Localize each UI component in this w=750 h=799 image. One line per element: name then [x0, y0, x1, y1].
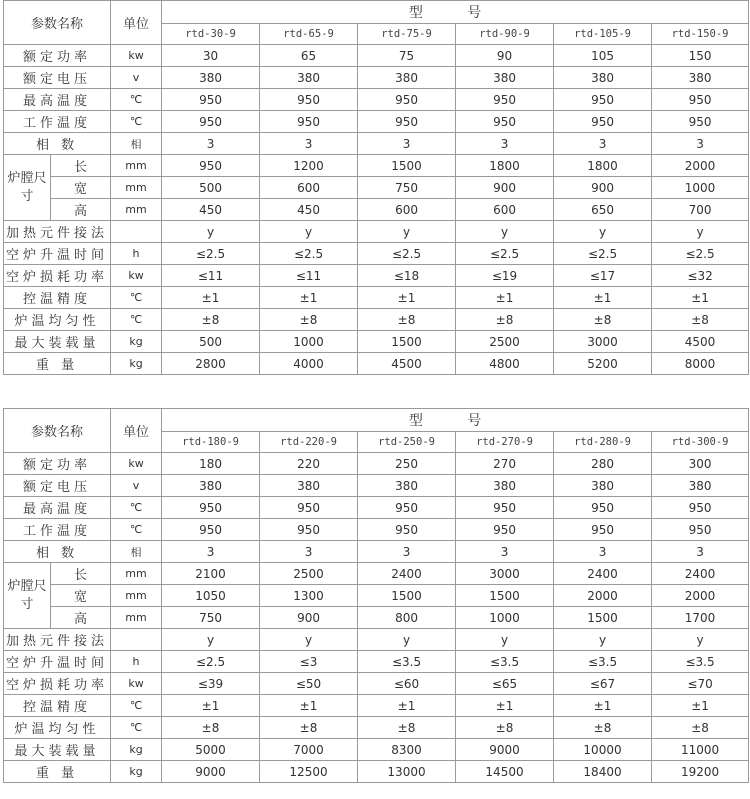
- param-value: 1000: [260, 331, 358, 353]
- param-label: 相 数: [4, 541, 111, 563]
- model-name: rtd-250-9: [358, 432, 456, 453]
- param-unit: [111, 221, 162, 243]
- param-value: ±1: [456, 287, 554, 309]
- model-name: rtd-220-9: [260, 432, 358, 453]
- param-unit: kg: [111, 739, 162, 761]
- param-label: 工作温度: [4, 519, 111, 541]
- param-value: ≤65: [456, 673, 554, 695]
- param-value: 750: [358, 177, 456, 199]
- param-value: 950: [162, 519, 260, 541]
- param-unit: ℃: [111, 519, 162, 541]
- param-value: 2000: [652, 585, 749, 607]
- param-value: ±1: [554, 287, 652, 309]
- param-value: 3: [260, 133, 358, 155]
- param-value: 30: [162, 45, 260, 67]
- param-value: 3: [554, 541, 652, 563]
- param-value: 950: [554, 497, 652, 519]
- param-value: ±8: [554, 309, 652, 331]
- param-unit: ℃: [111, 497, 162, 519]
- param-unit: kw: [111, 453, 162, 475]
- param-value: 5000: [162, 739, 260, 761]
- param-value: 1000: [652, 177, 749, 199]
- param-value: 150: [652, 45, 749, 67]
- param-value: ±8: [260, 309, 358, 331]
- param-label: 额定电压: [4, 475, 111, 497]
- param-value: 950: [162, 111, 260, 133]
- param-value: 2100: [162, 563, 260, 585]
- param-unit: mm: [111, 607, 162, 629]
- param-value: 950: [260, 89, 358, 111]
- param-value: y: [358, 221, 456, 243]
- param-value: 950: [260, 519, 358, 541]
- param-value: 4500: [652, 331, 749, 353]
- param-value: 380: [554, 67, 652, 89]
- param-label: 额定电压: [4, 67, 111, 89]
- param-value: ≤70: [652, 673, 749, 695]
- param-label: 炉温均匀性: [4, 717, 111, 739]
- param-value: 105: [554, 45, 652, 67]
- param-value: 4000: [260, 353, 358, 375]
- param-value: ±1: [652, 287, 749, 309]
- param-value: 10000: [554, 739, 652, 761]
- param-value: 380: [652, 475, 749, 497]
- param-value: 2000: [652, 155, 749, 177]
- param-row-phase: [4, 541, 749, 563]
- param-value: 380: [162, 67, 260, 89]
- param-unit: ℃: [111, 695, 162, 717]
- param-value: ±1: [456, 695, 554, 717]
- param-label: 相 数: [4, 133, 111, 155]
- param-row-max-load: [4, 739, 749, 761]
- param-row-width: [4, 585, 749, 607]
- header-row: [4, 1, 749, 24]
- param-unit: mm: [111, 177, 162, 199]
- param-label: 高: [51, 199, 111, 221]
- param-unit: ℃: [111, 717, 162, 739]
- param-value: 950: [358, 89, 456, 111]
- param-row-loss-power: [4, 673, 749, 695]
- param-value: ±8: [456, 717, 554, 739]
- param-value: 750: [162, 607, 260, 629]
- param-unit: mm: [111, 199, 162, 221]
- param-unit: ℃: [111, 111, 162, 133]
- param-value: ±8: [358, 309, 456, 331]
- param-row-temp-accuracy: [4, 287, 749, 309]
- param-row-length: [4, 563, 749, 585]
- param-value: ±1: [162, 287, 260, 309]
- param-row-heating-conn: [4, 221, 749, 243]
- param-row-uniformity: [4, 717, 749, 739]
- param-value: ≤50: [260, 673, 358, 695]
- param-unit: h: [111, 651, 162, 673]
- param-value: ±1: [554, 695, 652, 717]
- param-value: ±1: [652, 695, 749, 717]
- param-value: 1050: [162, 585, 260, 607]
- param-value: 950: [162, 89, 260, 111]
- param-value: ≤19: [456, 265, 554, 287]
- param-unit: kw: [111, 265, 162, 287]
- param-value: 2800: [162, 353, 260, 375]
- param-unit: v: [111, 475, 162, 497]
- param-unit: h: [111, 243, 162, 265]
- param-value: 3: [456, 133, 554, 155]
- param-value: 3: [652, 133, 749, 155]
- param-value: 1300: [260, 585, 358, 607]
- param-value: 950: [652, 89, 749, 111]
- param-value: ±8: [456, 309, 554, 331]
- param-unit: mm: [111, 585, 162, 607]
- param-label: 控温精度: [4, 695, 111, 717]
- param-value: ±8: [260, 717, 358, 739]
- param-value: 3000: [456, 563, 554, 585]
- param-value: ≤3: [260, 651, 358, 673]
- param-unit: v: [111, 67, 162, 89]
- param-value: 380: [652, 67, 749, 89]
- param-value: 7000: [260, 739, 358, 761]
- param-value: ±8: [162, 309, 260, 331]
- param-label: 长: [51, 155, 111, 177]
- param-value: ≤2.5: [358, 243, 456, 265]
- param-value: ±1: [358, 695, 456, 717]
- param-value: 950: [358, 519, 456, 541]
- param-value: 2400: [358, 563, 456, 585]
- param-value: 900: [260, 607, 358, 629]
- param-label: 最高温度: [4, 89, 111, 111]
- param-value: 950: [652, 497, 749, 519]
- param-value: ±8: [652, 717, 749, 739]
- param-value: 9000: [456, 739, 554, 761]
- param-value: ≤17: [554, 265, 652, 287]
- param-label: 宽: [51, 177, 111, 199]
- param-value: 2400: [652, 563, 749, 585]
- param-label: 宽: [51, 585, 111, 607]
- header-param-name: 参数名称: [4, 409, 111, 453]
- param-value: ≤3.5: [652, 651, 749, 673]
- param-row-heating-conn: [4, 629, 749, 651]
- param-value: ≤3.5: [358, 651, 456, 673]
- param-value: ≤2.5: [162, 243, 260, 265]
- param-value: 3: [162, 133, 260, 155]
- param-value: 3: [554, 133, 652, 155]
- param-unit: ℃: [111, 287, 162, 309]
- param-value: 380: [456, 475, 554, 497]
- param-row-heat-time: [4, 243, 749, 265]
- param-value: y: [456, 221, 554, 243]
- header-unit: 单位: [111, 409, 162, 453]
- param-value: 11000: [652, 739, 749, 761]
- param-value: 4500: [358, 353, 456, 375]
- model-name: rtd-30-9: [162, 24, 260, 45]
- param-unit: 相: [111, 133, 162, 155]
- param-value: 380: [260, 67, 358, 89]
- param-value: 3: [162, 541, 260, 563]
- param-unit: kg: [111, 331, 162, 353]
- param-label: 最大装载量: [4, 739, 111, 761]
- param-value: 380: [162, 475, 260, 497]
- param-value: 180: [162, 453, 260, 475]
- param-value: 8300: [358, 739, 456, 761]
- param-row-max-temp: [4, 89, 749, 111]
- header-unit: 单位: [111, 1, 162, 45]
- param-value: 75: [358, 45, 456, 67]
- param-value: ±8: [554, 717, 652, 739]
- param-value: ≤60: [358, 673, 456, 695]
- param-value: 1500: [358, 585, 456, 607]
- param-value: 950: [358, 111, 456, 133]
- param-value: 270: [456, 453, 554, 475]
- param-value: y: [456, 629, 554, 651]
- param-value: 2500: [456, 331, 554, 353]
- param-value: 450: [162, 199, 260, 221]
- param-unit: [111, 629, 162, 651]
- param-value: 1500: [358, 331, 456, 353]
- param-value: ≤18: [358, 265, 456, 287]
- param-label: 额定功率: [4, 453, 111, 475]
- param-row-weight: [4, 353, 749, 375]
- param-value: ≤2.5: [456, 243, 554, 265]
- param-value: 950: [162, 497, 260, 519]
- param-label: 长: [51, 563, 111, 585]
- param-label: 空炉升温时间: [4, 243, 111, 265]
- param-value: 380: [260, 475, 358, 497]
- param-value: 1800: [554, 155, 652, 177]
- param-label: 重 量: [4, 761, 111, 783]
- param-value: y: [652, 221, 749, 243]
- param-label: 空炉升温时间: [4, 651, 111, 673]
- param-unit: 相: [111, 541, 162, 563]
- param-row-temp-accuracy: [4, 695, 749, 717]
- param-value: 3000: [554, 331, 652, 353]
- param-value: 450: [260, 199, 358, 221]
- param-value: ≤11: [162, 265, 260, 287]
- param-value: 300: [652, 453, 749, 475]
- param-value: ≤2.5: [260, 243, 358, 265]
- model-name: rtd-300-9: [652, 432, 749, 453]
- param-value: 950: [652, 519, 749, 541]
- param-row-rated-power: [4, 45, 749, 67]
- param-label: 空炉损耗功率: [4, 265, 111, 287]
- param-value: ≤32: [652, 265, 749, 287]
- header-model: 型 号: [162, 409, 749, 432]
- param-value: 3: [358, 541, 456, 563]
- param-label: 最高温度: [4, 497, 111, 519]
- param-value: 1500: [358, 155, 456, 177]
- param-value: ≤67: [554, 673, 652, 695]
- param-label: 额定功率: [4, 45, 111, 67]
- param-value: 280: [554, 453, 652, 475]
- param-row-width: [4, 177, 749, 199]
- param-unit: ℃: [111, 89, 162, 111]
- model-name: rtd-150-9: [652, 24, 749, 45]
- param-value: 650: [554, 199, 652, 221]
- param-value: 950: [456, 497, 554, 519]
- param-value: 220: [260, 453, 358, 475]
- param-value: 950: [358, 497, 456, 519]
- param-value: 1000: [456, 607, 554, 629]
- param-value: 5200: [554, 353, 652, 375]
- param-label: 工作温度: [4, 111, 111, 133]
- param-row-work-temp: [4, 111, 749, 133]
- param-value: 600: [260, 177, 358, 199]
- param-value: 3: [260, 541, 358, 563]
- param-row-rated-voltage: [4, 475, 749, 497]
- param-row-heat-time: [4, 651, 749, 673]
- param-row-length: [4, 155, 749, 177]
- param-row-height: [4, 607, 749, 629]
- param-value: ≤3.5: [456, 651, 554, 673]
- param-value: y: [260, 629, 358, 651]
- param-value: 900: [456, 177, 554, 199]
- param-unit: mm: [111, 563, 162, 585]
- spec-table-1: [3, 0, 749, 375]
- param-row-max-temp: [4, 497, 749, 519]
- model-name: rtd-280-9: [554, 432, 652, 453]
- param-value: ≤2.5: [554, 243, 652, 265]
- param-value: ±1: [260, 695, 358, 717]
- param-row-height: [4, 199, 749, 221]
- param-label: 最大装载量: [4, 331, 111, 353]
- param-value: y: [162, 629, 260, 651]
- param-value: y: [554, 629, 652, 651]
- param-value: ±1: [358, 287, 456, 309]
- param-value: 950: [456, 519, 554, 541]
- param-value: 1500: [456, 585, 554, 607]
- param-row-weight: [4, 761, 749, 783]
- header-param-name: 参数名称: [4, 1, 111, 45]
- param-value: 500: [162, 331, 260, 353]
- param-value: ±1: [162, 695, 260, 717]
- model-name: rtd-105-9: [554, 24, 652, 45]
- param-value: 2000: [554, 585, 652, 607]
- param-value: 600: [358, 199, 456, 221]
- param-row-work-temp: [4, 519, 749, 541]
- param-label: 控温精度: [4, 287, 111, 309]
- param-value: 90: [456, 45, 554, 67]
- model-name: rtd-65-9: [260, 24, 358, 45]
- param-value: 1700: [652, 607, 749, 629]
- param-value: 950: [456, 111, 554, 133]
- param-value: ±8: [162, 717, 260, 739]
- param-value: 800: [358, 607, 456, 629]
- param-row-rated-voltage: [4, 67, 749, 89]
- spec-table-2: [3, 408, 749, 783]
- param-value: 18400: [554, 761, 652, 783]
- header-model: 型 号: [162, 1, 749, 24]
- param-value: 950: [554, 111, 652, 133]
- param-unit: ℃: [111, 309, 162, 331]
- param-value: 950: [260, 111, 358, 133]
- param-value: 380: [358, 475, 456, 497]
- param-label: 加热元件接法: [4, 629, 111, 651]
- param-value: 14500: [456, 761, 554, 783]
- param-row-uniformity: [4, 309, 749, 331]
- param-row-max-load: [4, 331, 749, 353]
- param-row-phase: [4, 133, 749, 155]
- param-label: 重 量: [4, 353, 111, 375]
- param-value: 250: [358, 453, 456, 475]
- param-value: y: [162, 221, 260, 243]
- param-value: ≤2.5: [162, 651, 260, 673]
- param-value: 950: [456, 89, 554, 111]
- param-value: 950: [554, 89, 652, 111]
- param-label: 炉温均匀性: [4, 309, 111, 331]
- param-row-loss-power: [4, 265, 749, 287]
- param-value: 2500: [260, 563, 358, 585]
- param-value: 380: [456, 67, 554, 89]
- param-label: 高: [51, 607, 111, 629]
- param-value: 950: [162, 155, 260, 177]
- param-value: 950: [652, 111, 749, 133]
- param-value: y: [554, 221, 652, 243]
- param-value: 950: [554, 519, 652, 541]
- param-unit: kg: [111, 353, 162, 375]
- param-value: 1800: [456, 155, 554, 177]
- param-value: 1200: [260, 155, 358, 177]
- param-value: 13000: [358, 761, 456, 783]
- param-value: 500: [162, 177, 260, 199]
- param-value: 3: [358, 133, 456, 155]
- param-value: 12500: [260, 761, 358, 783]
- param-label: 空炉损耗功率: [4, 673, 111, 695]
- param-unit: mm: [111, 155, 162, 177]
- param-row-rated-power: [4, 453, 749, 475]
- param-value: 9000: [162, 761, 260, 783]
- param-value: 3: [652, 541, 749, 563]
- param-value: 900: [554, 177, 652, 199]
- param-value: 4800: [456, 353, 554, 375]
- header-row: [4, 409, 749, 432]
- param-label: 加热元件接法: [4, 221, 111, 243]
- model-name: rtd-270-9: [456, 432, 554, 453]
- param-value: ≤11: [260, 265, 358, 287]
- param-value: ≤39: [162, 673, 260, 695]
- param-unit: kw: [111, 673, 162, 695]
- param-value: 19200: [652, 761, 749, 783]
- param-unit: kw: [111, 45, 162, 67]
- model-name: rtd-180-9: [162, 432, 260, 453]
- param-unit: kg: [111, 761, 162, 783]
- param-value: 8000: [652, 353, 749, 375]
- param-value: ±8: [358, 717, 456, 739]
- param-value: 65: [260, 45, 358, 67]
- model-name: rtd-75-9: [358, 24, 456, 45]
- param-value: y: [358, 629, 456, 651]
- param-value: y: [260, 221, 358, 243]
- param-value: ≤2.5: [652, 243, 749, 265]
- param-value: 600: [456, 199, 554, 221]
- param-value: 950: [260, 497, 358, 519]
- chamber-size-label: 炉膛尺寸: [4, 563, 51, 629]
- param-value: 3: [456, 541, 554, 563]
- param-value: ±1: [260, 287, 358, 309]
- param-value: 2400: [554, 563, 652, 585]
- model-name: rtd-90-9: [456, 24, 554, 45]
- param-value: ±8: [652, 309, 749, 331]
- param-value: 380: [358, 67, 456, 89]
- param-value: ≤3.5: [554, 651, 652, 673]
- chamber-size-label: 炉膛尺寸: [4, 155, 51, 221]
- param-value: 1500: [554, 607, 652, 629]
- param-value: 700: [652, 199, 749, 221]
- param-value: y: [652, 629, 749, 651]
- param-value: 380: [554, 475, 652, 497]
